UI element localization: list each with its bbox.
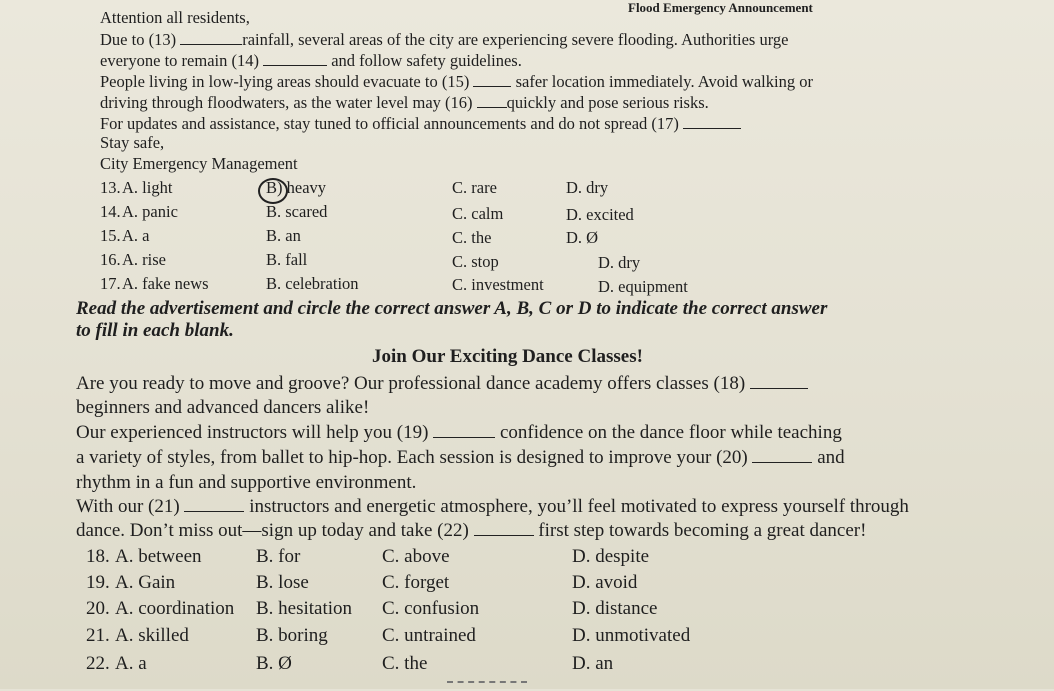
advertisement-title: Join Our Exciting Dance Classes! (372, 346, 643, 367)
text: Our experienced instructors will help you (19) (76, 422, 429, 443)
dance-line-1 (76, 372, 808, 396)
text: For updates and assistance, stay tuned to official announcements and do not spread (17) (100, 114, 679, 133)
q21-number: 21. (86, 625, 110, 646)
flood-line-1 (100, 30, 788, 50)
q22-option-c[interactable]: C. the (382, 653, 428, 674)
q18-option-d[interactable]: D. despite (572, 546, 650, 567)
blank-19 (433, 423, 495, 438)
text: everyone to remain (14) (100, 51, 259, 70)
text: driving through floodwaters, as the water level may (16) (100, 93, 473, 112)
flood-line-2 (100, 51, 522, 71)
text: and (817, 447, 845, 468)
blank-15 (473, 72, 511, 87)
q19-number: 19. (86, 572, 110, 593)
q19-option-b[interactable]: B. lose (256, 572, 309, 593)
q19-option-a[interactable]: A. Gain (115, 572, 176, 593)
blank-21 (184, 497, 244, 512)
q16-option-b[interactable]: B. fall (266, 250, 308, 269)
text: a variety of styles, from ballet to hip-hop. Each session is designed to improve your (20) (76, 447, 748, 468)
q14-option-c[interactable]: C. calm (452, 204, 504, 223)
flood-line-5 (100, 114, 741, 134)
instruction-line-2: to fill in each blank. (76, 320, 234, 341)
text: dance. Don’t miss out—sign up today and take (22) (76, 520, 469, 541)
text: confidence on the dance floor while teaching (499, 422, 842, 443)
q17-option-a[interactable]: A. fake news (122, 274, 209, 293)
greeting: Attention all residents, (100, 8, 250, 27)
q21-option-a[interactable]: A. skilled (115, 625, 189, 646)
text: Are you ready to move and groove? Our professional dance academy offers classes (18) (76, 373, 746, 394)
q16-option-c[interactable]: C. stop (452, 252, 499, 271)
text: instructors and energetic atmosphere, you’ll feel motivated to express yourself through (249, 496, 909, 517)
q18-option-b[interactable]: B. for (256, 546, 301, 567)
q22-option-b[interactable]: B. Ø (256, 653, 292, 674)
q22-option-a[interactable]: A. a (115, 653, 147, 674)
q14-number: 14. (100, 202, 121, 221)
blank-16 (477, 93, 507, 108)
dance-line-7 (76, 519, 866, 543)
q15-option-d[interactable]: D. Ø (566, 228, 599, 247)
q22-number: 22. (86, 653, 110, 674)
q17-option-b[interactable]: B. celebration (266, 274, 359, 293)
q15-number: 15. (100, 226, 121, 245)
q17-number: 17. (100, 274, 121, 293)
sign-off: Stay safe, (100, 133, 165, 152)
q20-option-c[interactable]: C. confusion (382, 598, 480, 619)
dance-line-4 (76, 446, 845, 470)
q21-option-c[interactable]: C. untrained (382, 625, 476, 646)
q15-option-b[interactable]: B. an (266, 226, 301, 245)
text: quickly and pose serious risks. (506, 93, 709, 112)
blank-22 (474, 521, 534, 536)
dance-line-2: beginners and advanced dancers alike! (76, 397, 370, 418)
flood-line-4 (100, 93, 709, 113)
q16-option-a[interactable]: A. rise (122, 250, 166, 269)
blank-13 (180, 30, 242, 45)
q14-option-b[interactable]: B. scared (266, 202, 328, 221)
text: rainfall, several areas of the city are experiencing severe flooding. Authorities urge (242, 30, 789, 49)
q13-option-b[interactable]: B) heavy (266, 178, 327, 197)
q14-option-d[interactable]: D. excited (566, 205, 634, 224)
blank-17 (683, 114, 741, 129)
q13-option-d[interactable]: D. dry (566, 178, 609, 197)
q20-option-d[interactable]: D. distance (572, 598, 658, 619)
blank-18 (750, 374, 808, 389)
signature: City Emergency Management (100, 154, 298, 173)
dance-line-5: rhythm in a fun and supportive environment. (76, 472, 417, 493)
q21-option-b[interactable]: B. boring (256, 625, 328, 646)
q15-option-a[interactable]: A. a (122, 226, 150, 245)
text: first step towards becoming a great dancer! (538, 520, 867, 541)
q20-option-b[interactable]: B. hesitation (256, 598, 353, 619)
q18-number: 18. (86, 546, 110, 567)
dance-line-6 (76, 495, 909, 519)
text: Due to (13) (100, 30, 177, 49)
q21-option-d[interactable]: D. unmotivated (572, 625, 691, 646)
q13-number: 13. (100, 178, 121, 197)
q13-option-c[interactable]: C. rare (452, 178, 497, 197)
q15-option-c[interactable]: C. the (452, 228, 492, 247)
q19-option-c[interactable]: C. forget (382, 572, 450, 593)
announcement-title: Flood Emergency Announcement (628, 0, 813, 15)
q22-option-d[interactable]: D. an (572, 653, 614, 674)
text: and follow safety guidelines. (331, 51, 522, 70)
q16-option-d[interactable]: D. dry (598, 253, 641, 272)
instruction-line-1: Read the advertisement and circle the correct answer A, B, C or D to indicate the correct answer (76, 298, 828, 319)
q17-option-c[interactable]: C. investment (452, 275, 544, 294)
flood-line-3 (100, 72, 813, 92)
q18-option-c[interactable]: C. above (382, 546, 450, 567)
q13-option-a[interactable]: A. light (122, 178, 173, 197)
text: People living in low-lying areas should evacuate to (15) (100, 72, 470, 91)
q17-option-d[interactable]: D. equipment (598, 277, 688, 296)
q19-option-d[interactable]: D. avoid (572, 572, 638, 593)
dance-line-3 (76, 421, 842, 445)
text: safer location immediately. Avoid walking or (515, 72, 813, 91)
blank-14 (263, 51, 327, 66)
q20-option-a[interactable]: A. coordination (115, 598, 235, 619)
q18-option-a[interactable]: A. between (115, 546, 202, 567)
q16-number: 16. (100, 250, 121, 269)
q20-number: 20. (86, 598, 110, 619)
cut-off-text-fragment (447, 681, 527, 691)
q14-option-a[interactable]: A. panic (122, 202, 178, 221)
text: With our (21) (76, 496, 180, 517)
blank-20 (752, 448, 812, 463)
